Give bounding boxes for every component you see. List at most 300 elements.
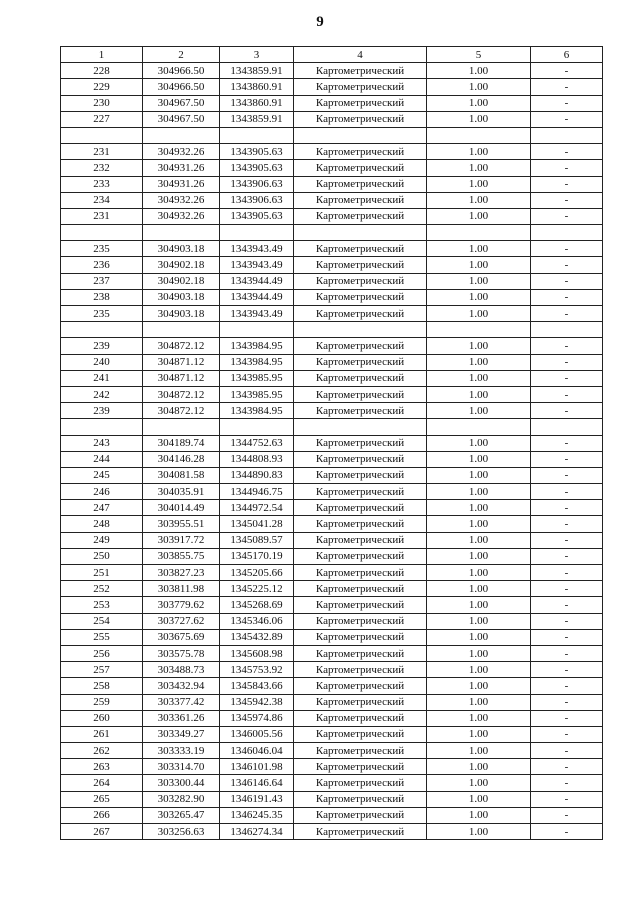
x-coordinate-cell: 304871.12 bbox=[143, 370, 220, 386]
point-number-cell: 255 bbox=[61, 629, 143, 645]
y-coordinate-cell: 1346005.56 bbox=[220, 726, 294, 742]
x-coordinate-cell: 304966.50 bbox=[143, 79, 220, 95]
accuracy-cell: 1.00 bbox=[427, 532, 531, 548]
x-coordinate-cell: 304872.12 bbox=[143, 338, 220, 354]
accuracy-cell: 1.00 bbox=[427, 370, 531, 386]
header-cell: 3 bbox=[220, 47, 294, 63]
note-cell: - bbox=[531, 467, 603, 483]
x-coordinate-cell: 304189.74 bbox=[143, 435, 220, 451]
x-coordinate-cell: 303361.26 bbox=[143, 710, 220, 726]
table-row bbox=[61, 63, 603, 79]
note-cell: - bbox=[531, 289, 603, 305]
point-number-cell: 241 bbox=[61, 370, 143, 386]
method-cell: Картометрический bbox=[294, 111, 427, 127]
accuracy-cell: 1.00 bbox=[427, 548, 531, 564]
accuracy-cell: 1.00 bbox=[427, 467, 531, 483]
method-cell: Картометрический bbox=[294, 241, 427, 257]
table-row bbox=[61, 484, 603, 500]
point-number-cell: 242 bbox=[61, 386, 143, 402]
table-row bbox=[61, 791, 603, 807]
y-coordinate-cell: 1343859.91 bbox=[220, 111, 294, 127]
accuracy-cell: 1.00 bbox=[427, 726, 531, 742]
point-number-cell: 233 bbox=[61, 176, 143, 192]
x-coordinate-cell: 304931.26 bbox=[143, 176, 220, 192]
x-coordinate-cell: 303377.42 bbox=[143, 694, 220, 710]
note-cell: - bbox=[531, 565, 603, 581]
accuracy-cell: 1.00 bbox=[427, 306, 531, 322]
method-cell: Картометрический bbox=[294, 824, 427, 840]
note-cell: - bbox=[531, 95, 603, 111]
point-number-cell: 265 bbox=[61, 791, 143, 807]
x-coordinate-cell: 304871.12 bbox=[143, 354, 220, 370]
accuracy-cell: 1.00 bbox=[427, 338, 531, 354]
table-row bbox=[61, 678, 603, 694]
x-coordinate-cell: 304902.18 bbox=[143, 257, 220, 273]
note-cell: - bbox=[531, 370, 603, 386]
table-row bbox=[61, 597, 603, 613]
x-coordinate-cell: 303855.75 bbox=[143, 548, 220, 564]
point-number-cell: 238 bbox=[61, 289, 143, 305]
note-cell: - bbox=[531, 710, 603, 726]
point-number-cell: 227 bbox=[61, 111, 143, 127]
accuracy-cell: 1.00 bbox=[427, 824, 531, 840]
method-cell: Картометрический bbox=[294, 710, 427, 726]
table-row bbox=[61, 532, 603, 548]
table-row bbox=[61, 662, 603, 678]
table-row bbox=[61, 289, 603, 305]
table-row bbox=[61, 807, 603, 823]
method-cell: Картометрический bbox=[294, 354, 427, 370]
method-cell: Картометрический bbox=[294, 775, 427, 791]
note-cell: - bbox=[531, 79, 603, 95]
method-cell: Картометрический bbox=[294, 759, 427, 775]
y-coordinate-cell: 1343859.91 bbox=[220, 63, 294, 79]
point-number-cell: 247 bbox=[61, 500, 143, 516]
y-coordinate-cell: 1345041.28 bbox=[220, 516, 294, 532]
x-coordinate-cell: 304903.18 bbox=[143, 241, 220, 257]
y-coordinate-cell: 1343905.63 bbox=[220, 208, 294, 224]
note-cell: - bbox=[531, 144, 603, 160]
point-number-cell bbox=[61, 419, 143, 435]
method-cell: Картометрический bbox=[294, 403, 427, 419]
accuracy-cell: 1.00 bbox=[427, 257, 531, 273]
point-number-cell: 230 bbox=[61, 95, 143, 111]
table-row bbox=[61, 111, 603, 127]
accuracy-cell bbox=[427, 225, 531, 241]
point-number-cell bbox=[61, 225, 143, 241]
y-coordinate-cell: 1343984.95 bbox=[220, 403, 294, 419]
accuracy-cell: 1.00 bbox=[427, 678, 531, 694]
table-row bbox=[61, 386, 603, 402]
table-row bbox=[61, 451, 603, 467]
header-cell: 5 bbox=[427, 47, 531, 63]
point-number-cell: 234 bbox=[61, 192, 143, 208]
x-coordinate-cell: 304932.26 bbox=[143, 208, 220, 224]
accuracy-cell: 1.00 bbox=[427, 759, 531, 775]
method-cell bbox=[294, 225, 427, 241]
note-cell: - bbox=[531, 241, 603, 257]
header-row bbox=[61, 47, 603, 63]
y-coordinate-cell: 1343905.63 bbox=[220, 144, 294, 160]
x-coordinate-cell: 304967.50 bbox=[143, 95, 220, 111]
accuracy-cell: 1.00 bbox=[427, 176, 531, 192]
point-number-cell: 260 bbox=[61, 710, 143, 726]
method-cell: Картометрический bbox=[294, 257, 427, 273]
separator-row bbox=[61, 225, 603, 241]
method-cell: Картометрический bbox=[294, 500, 427, 516]
table-row bbox=[61, 467, 603, 483]
table-row bbox=[61, 144, 603, 160]
method-cell: Картометрический bbox=[294, 597, 427, 613]
method-cell: Картометрический bbox=[294, 645, 427, 661]
y-coordinate-cell: 1343985.95 bbox=[220, 370, 294, 386]
table-row bbox=[61, 759, 603, 775]
note-cell: - bbox=[531, 273, 603, 289]
method-cell: Картометрический bbox=[294, 726, 427, 742]
point-number-cell: 243 bbox=[61, 435, 143, 451]
accuracy-cell: 1.00 bbox=[427, 807, 531, 823]
y-coordinate-cell: 1343906.63 bbox=[220, 176, 294, 192]
accuracy-cell: 1.00 bbox=[427, 403, 531, 419]
note-cell bbox=[531, 127, 603, 143]
y-coordinate-cell: 1346191.43 bbox=[220, 791, 294, 807]
x-coordinate-cell: 303349.27 bbox=[143, 726, 220, 742]
table-row bbox=[61, 79, 603, 95]
point-number-cell: 261 bbox=[61, 726, 143, 742]
method-cell: Картометрический bbox=[294, 386, 427, 402]
table-row bbox=[61, 824, 603, 840]
note-cell: - bbox=[531, 306, 603, 322]
x-coordinate-cell: 303827.23 bbox=[143, 565, 220, 581]
y-coordinate-cell: 1344808.93 bbox=[220, 451, 294, 467]
point-number-cell: 235 bbox=[61, 306, 143, 322]
accuracy-cell: 1.00 bbox=[427, 386, 531, 402]
accuracy-cell: 1.00 bbox=[427, 597, 531, 613]
y-coordinate-cell: 1344946.75 bbox=[220, 484, 294, 500]
accuracy-cell bbox=[427, 322, 531, 338]
point-number-cell: 245 bbox=[61, 467, 143, 483]
note-cell: - bbox=[531, 386, 603, 402]
accuracy-cell: 1.00 bbox=[427, 516, 531, 532]
y-coordinate-cell: 1345225.12 bbox=[220, 581, 294, 597]
note-cell bbox=[531, 322, 603, 338]
accuracy-cell: 1.00 bbox=[427, 645, 531, 661]
point-number-cell: 231 bbox=[61, 208, 143, 224]
page-number: 9 bbox=[316, 14, 324, 30]
x-coordinate-cell: 304014.49 bbox=[143, 500, 220, 516]
accuracy-cell: 1.00 bbox=[427, 192, 531, 208]
accuracy-cell: 1.00 bbox=[427, 111, 531, 127]
accuracy-cell: 1.00 bbox=[427, 241, 531, 257]
y-coordinate-cell bbox=[220, 419, 294, 435]
y-coordinate-cell: 1345089.57 bbox=[220, 532, 294, 548]
note-cell bbox=[531, 225, 603, 241]
x-coordinate-cell bbox=[143, 322, 220, 338]
x-coordinate-cell: 304902.18 bbox=[143, 273, 220, 289]
x-coordinate-cell: 303265.47 bbox=[143, 807, 220, 823]
table-row bbox=[61, 645, 603, 661]
y-coordinate-cell: 1345432.89 bbox=[220, 629, 294, 645]
method-cell: Картометрический bbox=[294, 160, 427, 176]
table-row bbox=[61, 160, 603, 176]
method-cell: Картометрический bbox=[294, 532, 427, 548]
note-cell: - bbox=[531, 791, 603, 807]
accuracy-cell: 1.00 bbox=[427, 160, 531, 176]
table-row bbox=[61, 435, 603, 451]
note-cell: - bbox=[531, 338, 603, 354]
table-row bbox=[61, 208, 603, 224]
note-cell: - bbox=[531, 192, 603, 208]
point-number-cell: 258 bbox=[61, 678, 143, 694]
y-coordinate-cell: 1343943.49 bbox=[220, 306, 294, 322]
point-number-cell: 259 bbox=[61, 694, 143, 710]
x-coordinate-cell: 303314.70 bbox=[143, 759, 220, 775]
table-row bbox=[61, 613, 603, 629]
note-cell: - bbox=[531, 354, 603, 370]
method-cell: Картометрический bbox=[294, 629, 427, 645]
y-coordinate-cell: 1346274.34 bbox=[220, 824, 294, 840]
table-row bbox=[61, 241, 603, 257]
method-cell: Картометрический bbox=[294, 144, 427, 160]
x-coordinate-cell: 304932.26 bbox=[143, 144, 220, 160]
point-number-cell bbox=[61, 322, 143, 338]
table-row bbox=[61, 306, 603, 322]
method-cell: Картометрический bbox=[294, 484, 427, 500]
note-cell: - bbox=[531, 484, 603, 500]
y-coordinate-cell: 1344972.54 bbox=[220, 500, 294, 516]
note-cell: - bbox=[531, 775, 603, 791]
x-coordinate-cell: 304146.28 bbox=[143, 451, 220, 467]
note-cell: - bbox=[531, 160, 603, 176]
table-row bbox=[61, 273, 603, 289]
method-cell: Картометрический bbox=[294, 516, 427, 532]
method-cell: Картометрический bbox=[294, 565, 427, 581]
point-number-cell: 263 bbox=[61, 759, 143, 775]
x-coordinate-cell: 303917.72 bbox=[143, 532, 220, 548]
header-cell: 2 bbox=[143, 47, 220, 63]
y-coordinate-cell: 1343984.95 bbox=[220, 354, 294, 370]
accuracy-cell: 1.00 bbox=[427, 613, 531, 629]
x-coordinate-cell: 303675.69 bbox=[143, 629, 220, 645]
accuracy-cell: 1.00 bbox=[427, 565, 531, 581]
method-cell: Картометрический bbox=[294, 791, 427, 807]
table-row bbox=[61, 548, 603, 564]
point-number-cell: 256 bbox=[61, 645, 143, 661]
note-cell bbox=[531, 419, 603, 435]
table-row bbox=[61, 354, 603, 370]
method-cell: Картометрический bbox=[294, 743, 427, 759]
y-coordinate-cell: 1344752.63 bbox=[220, 435, 294, 451]
point-number-cell: 251 bbox=[61, 565, 143, 581]
accuracy-cell: 1.00 bbox=[427, 273, 531, 289]
point-number-cell: 235 bbox=[61, 241, 143, 257]
note-cell: - bbox=[531, 111, 603, 127]
method-cell: Картометрический bbox=[294, 338, 427, 354]
point-number-cell: 262 bbox=[61, 743, 143, 759]
y-coordinate-cell bbox=[220, 322, 294, 338]
method-cell: Картометрический bbox=[294, 662, 427, 678]
method-cell: Картометрический bbox=[294, 289, 427, 305]
method-cell: Картометрический bbox=[294, 79, 427, 95]
x-coordinate-cell: 303727.62 bbox=[143, 613, 220, 629]
table-row bbox=[61, 629, 603, 645]
note-cell: - bbox=[531, 257, 603, 273]
accuracy-cell: 1.00 bbox=[427, 775, 531, 791]
y-coordinate-cell: 1343944.49 bbox=[220, 273, 294, 289]
point-number-cell: 257 bbox=[61, 662, 143, 678]
point-number-cell: 239 bbox=[61, 403, 143, 419]
accuracy-cell: 1.00 bbox=[427, 451, 531, 467]
y-coordinate-cell: 1345942.38 bbox=[220, 694, 294, 710]
x-coordinate-cell: 304903.18 bbox=[143, 289, 220, 305]
method-cell: Картометрический bbox=[294, 678, 427, 694]
note-cell: - bbox=[531, 694, 603, 710]
point-number-cell bbox=[61, 127, 143, 143]
point-number-cell: 248 bbox=[61, 516, 143, 532]
point-number-cell: 244 bbox=[61, 451, 143, 467]
point-number-cell: 264 bbox=[61, 775, 143, 791]
x-coordinate-cell: 303256.63 bbox=[143, 824, 220, 840]
x-coordinate-cell: 303432.94 bbox=[143, 678, 220, 694]
table-row bbox=[61, 500, 603, 516]
method-cell bbox=[294, 322, 427, 338]
x-coordinate-cell: 303488.73 bbox=[143, 662, 220, 678]
accuracy-cell: 1.00 bbox=[427, 144, 531, 160]
note-cell: - bbox=[531, 500, 603, 516]
table-row bbox=[61, 581, 603, 597]
accuracy-cell: 1.00 bbox=[427, 208, 531, 224]
note-cell: - bbox=[531, 451, 603, 467]
note-cell: - bbox=[531, 629, 603, 645]
accuracy-cell: 1.00 bbox=[427, 289, 531, 305]
table-row bbox=[61, 257, 603, 273]
y-coordinate-cell: 1345974.86 bbox=[220, 710, 294, 726]
accuracy-cell: 1.00 bbox=[427, 791, 531, 807]
method-cell: Картометрический bbox=[294, 467, 427, 483]
x-coordinate-cell bbox=[143, 419, 220, 435]
y-coordinate-cell: 1346101.98 bbox=[220, 759, 294, 775]
y-coordinate-cell: 1345170.19 bbox=[220, 548, 294, 564]
x-coordinate-cell: 304872.12 bbox=[143, 403, 220, 419]
x-coordinate-cell: 304932.26 bbox=[143, 192, 220, 208]
y-coordinate-cell: 1343906.63 bbox=[220, 192, 294, 208]
y-coordinate-cell: 1345346.06 bbox=[220, 613, 294, 629]
table-row bbox=[61, 710, 603, 726]
y-coordinate-cell bbox=[220, 225, 294, 241]
y-coordinate-cell: 1343944.49 bbox=[220, 289, 294, 305]
header-cell: 6 bbox=[531, 47, 603, 63]
method-cell: Картометрический bbox=[294, 273, 427, 289]
header-cell: 4 bbox=[294, 47, 427, 63]
y-coordinate-cell: 1343943.49 bbox=[220, 241, 294, 257]
note-cell: - bbox=[531, 743, 603, 759]
y-coordinate-cell: 1345205.66 bbox=[220, 565, 294, 581]
accuracy-cell: 1.00 bbox=[427, 500, 531, 516]
y-coordinate-cell: 1343860.91 bbox=[220, 79, 294, 95]
note-cell: - bbox=[531, 581, 603, 597]
point-number-cell: 231 bbox=[61, 144, 143, 160]
y-coordinate-cell: 1343905.63 bbox=[220, 160, 294, 176]
x-coordinate-cell: 304035.91 bbox=[143, 484, 220, 500]
x-coordinate-cell: 304966.50 bbox=[143, 63, 220, 79]
header-cell: 1 bbox=[61, 47, 143, 63]
accuracy-cell bbox=[427, 419, 531, 435]
point-number-cell: 240 bbox=[61, 354, 143, 370]
note-cell: - bbox=[531, 645, 603, 661]
table-row bbox=[61, 370, 603, 386]
note-cell: - bbox=[531, 532, 603, 548]
method-cell: Картометрический bbox=[294, 548, 427, 564]
y-coordinate-cell: 1346245.35 bbox=[220, 807, 294, 823]
accuracy-cell: 1.00 bbox=[427, 662, 531, 678]
table-row bbox=[61, 192, 603, 208]
y-coordinate-cell: 1345268.69 bbox=[220, 597, 294, 613]
point-number-cell: 267 bbox=[61, 824, 143, 840]
y-coordinate-cell: 1346146.64 bbox=[220, 775, 294, 791]
accuracy-cell: 1.00 bbox=[427, 435, 531, 451]
note-cell: - bbox=[531, 516, 603, 532]
method-cell: Картометрический bbox=[294, 192, 427, 208]
note-cell: - bbox=[531, 176, 603, 192]
method-cell: Картометрический bbox=[294, 370, 427, 386]
y-coordinate-cell: 1344890.83 bbox=[220, 467, 294, 483]
table-row bbox=[61, 516, 603, 532]
x-coordinate-cell bbox=[143, 127, 220, 143]
coordinates-table bbox=[60, 46, 603, 840]
accuracy-cell: 1.00 bbox=[427, 581, 531, 597]
y-coordinate-cell: 1343985.95 bbox=[220, 386, 294, 402]
point-number-cell: 252 bbox=[61, 581, 143, 597]
table-row bbox=[61, 726, 603, 742]
method-cell: Картометрический bbox=[294, 435, 427, 451]
method-cell bbox=[294, 419, 427, 435]
accuracy-cell bbox=[427, 127, 531, 143]
y-coordinate-cell bbox=[220, 127, 294, 143]
point-number-cell: 228 bbox=[61, 63, 143, 79]
accuracy-cell: 1.00 bbox=[427, 79, 531, 95]
accuracy-cell: 1.00 bbox=[427, 354, 531, 370]
table-row bbox=[61, 565, 603, 581]
x-coordinate-cell: 303282.90 bbox=[143, 791, 220, 807]
x-coordinate-cell: 304903.18 bbox=[143, 306, 220, 322]
point-number-cell: 236 bbox=[61, 257, 143, 273]
accuracy-cell: 1.00 bbox=[427, 694, 531, 710]
note-cell: - bbox=[531, 597, 603, 613]
method-cell: Картометрический bbox=[294, 63, 427, 79]
separator-row bbox=[61, 322, 603, 338]
accuracy-cell: 1.00 bbox=[427, 95, 531, 111]
x-coordinate-cell: 303575.78 bbox=[143, 645, 220, 661]
x-coordinate-cell: 304081.58 bbox=[143, 467, 220, 483]
point-number-cell: 253 bbox=[61, 597, 143, 613]
accuracy-cell: 1.00 bbox=[427, 63, 531, 79]
x-coordinate-cell: 303300.44 bbox=[143, 775, 220, 791]
y-coordinate-cell: 1346046.04 bbox=[220, 743, 294, 759]
note-cell: - bbox=[531, 403, 603, 419]
table-row bbox=[61, 775, 603, 791]
accuracy-cell: 1.00 bbox=[427, 710, 531, 726]
point-number-cell: 266 bbox=[61, 807, 143, 823]
point-number-cell: 229 bbox=[61, 79, 143, 95]
method-cell: Картометрический bbox=[294, 581, 427, 597]
note-cell: - bbox=[531, 63, 603, 79]
method-cell: Картометрический bbox=[294, 176, 427, 192]
separator-row bbox=[61, 127, 603, 143]
note-cell: - bbox=[531, 208, 603, 224]
y-coordinate-cell: 1345843.66 bbox=[220, 678, 294, 694]
note-cell: - bbox=[531, 548, 603, 564]
method-cell: Картометрический bbox=[294, 694, 427, 710]
